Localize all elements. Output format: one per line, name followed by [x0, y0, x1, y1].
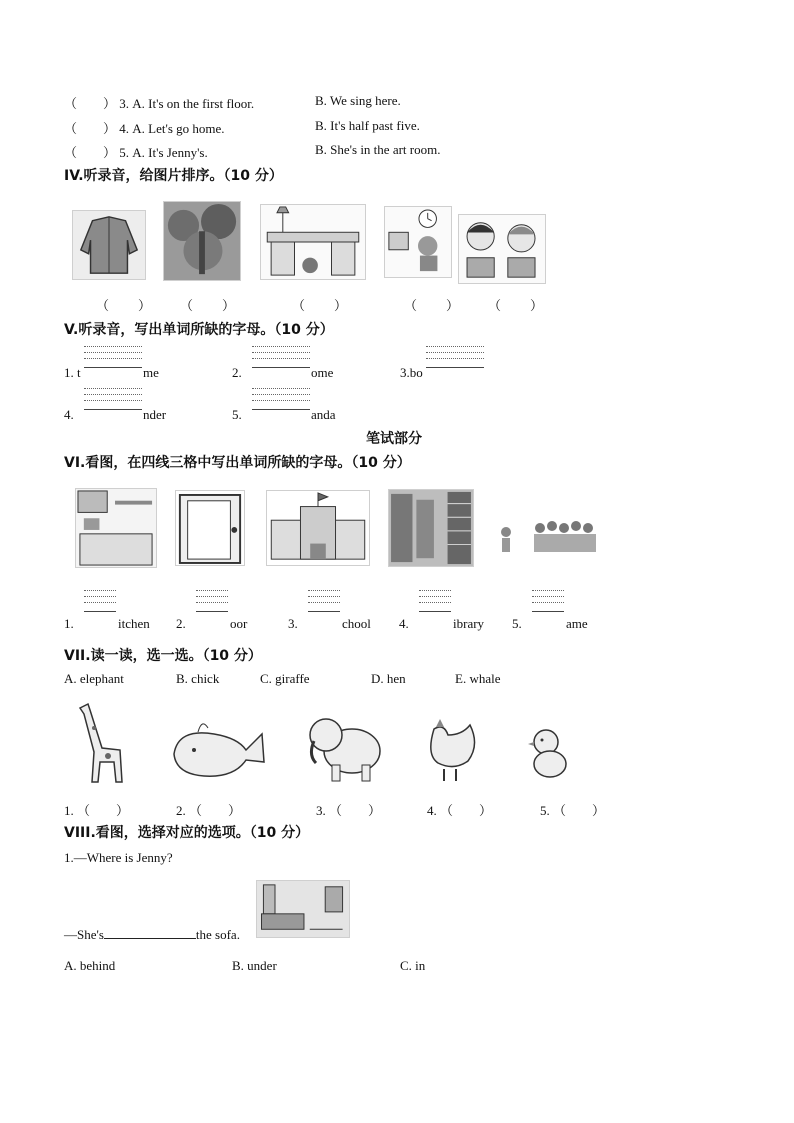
hen-picture — [414, 715, 484, 785]
answer-paren-4[interactable]: （ ） — [404, 298, 461, 313]
four-line-grid-6-4[interactable] — [419, 590, 451, 612]
game-picture — [494, 514, 604, 568]
option-chick: B. chick — [176, 671, 220, 686]
chick-picture — [526, 722, 570, 782]
option-a: It's on the first floor. — [148, 96, 255, 111]
option-in: C. in — [400, 958, 426, 973]
desk-picture — [260, 204, 366, 280]
word-6-2-number: 2. — [176, 616, 186, 631]
living-room-picture — [256, 880, 350, 938]
word-6-2-suffix: oor — [230, 616, 248, 631]
item-3 — [64, 93, 254, 112]
word-6-1-number: 1. — [64, 616, 74, 631]
four-line-grid-4[interactable] — [84, 388, 142, 410]
option-under: B. under — [232, 958, 277, 973]
option-a: It's Jenny's. — [148, 145, 208, 160]
word-6-5-number: 5. — [512, 616, 522, 631]
option-b: B. We sing here. — [315, 93, 401, 108]
word-4-prefix: 4. — [64, 407, 74, 422]
section-5-heading: V.听录音，写出单词所缺的字母。（10 分） — [64, 322, 334, 338]
answer-7-4[interactable]: 4. （ ） — [427, 803, 493, 818]
option-giraffe: C. giraffe — [260, 671, 310, 686]
answer-prefix: —She's — [64, 927, 104, 942]
whale-picture — [168, 714, 268, 784]
section-4-heading: IV.听录音，给图片排序。（10 分） — [64, 168, 283, 184]
answer-sentence — [64, 927, 240, 943]
option-b: B. She's in the art room. — [315, 142, 441, 157]
word-3-prefix: 3.bo — [400, 365, 423, 380]
answer-paren-5[interactable]: （ ） — [488, 298, 545, 313]
word-6-1-suffix: itchen — [118, 616, 150, 631]
answer-paren[interactable]: （ ） — [64, 121, 117, 136]
word-4-suffix: nder — [143, 407, 167, 422]
answer-paren-2[interactable]: （ ） — [180, 298, 237, 313]
giraffe-picture — [72, 698, 130, 784]
four-line-grid-5[interactable] — [252, 388, 310, 410]
word-2-prefix: 2. — [232, 365, 242, 380]
item-4 — [64, 118, 225, 137]
word-2-suffix: ome — [311, 365, 334, 380]
four-line-grid-6-1[interactable] — [84, 590, 116, 612]
item-number: 3. A. — [119, 96, 145, 111]
four-line-grid-6-2[interactable] — [196, 590, 228, 612]
answer-suffix: the sofa. — [195, 927, 240, 942]
answer-7-5[interactable]: 5. （ ） — [540, 803, 606, 818]
door-picture — [175, 490, 245, 566]
kitchen-picture — [75, 488, 157, 568]
word-6-5-suffix: ame — [566, 616, 588, 631]
section-6-heading: VI.看图，在四线三格中写出单词所缺的字母。（10 分） — [64, 455, 411, 471]
four-line-grid-2[interactable] — [252, 346, 310, 368]
elephant-picture — [304, 705, 386, 785]
four-line-grid-3[interactable] — [426, 346, 484, 368]
word-1-suffix: me — [143, 365, 159, 380]
answer-paren-3[interactable]: （ ） — [292, 298, 349, 313]
clock-teddy-picture — [384, 206, 452, 278]
option-elephant: A. elephant — [64, 671, 124, 686]
answer-7-2[interactable]: 2. （ ） — [176, 803, 242, 818]
coat-picture — [72, 210, 146, 280]
word-5-suffix: anda — [311, 407, 336, 422]
option-b: B. It's half past five. — [315, 118, 420, 133]
answer-paren-1[interactable]: （ ） — [96, 298, 153, 313]
word-6-4-suffix: ibrary — [453, 616, 485, 631]
option-behind: A. behind — [64, 958, 116, 973]
answer-paren[interactable]: （ ） — [64, 96, 117, 111]
four-line-grid-1[interactable] — [84, 346, 142, 368]
item-number: 5. A. — [119, 145, 145, 160]
section-8-heading: VIII.看图，选择对应的选项。（10 分） — [64, 825, 310, 841]
four-line-grid-6-5[interactable] — [532, 590, 564, 612]
section-7-heading: VII.读一读，选一选。（10 分） — [64, 648, 262, 664]
word-6-3-number: 3. — [288, 616, 298, 631]
word-6-4-number: 4. — [399, 616, 409, 631]
answer-7-3[interactable]: 3. （ ） — [316, 803, 382, 818]
answer-paren[interactable]: （ ） — [64, 145, 117, 160]
word-1-prefix: 1. t — [64, 365, 81, 380]
answer-7-1[interactable]: 1. （ ） — [64, 803, 130, 818]
question-8-1: 1.—Where is Jenny? — [64, 850, 173, 865]
four-line-grid-6-3[interactable] — [308, 590, 340, 612]
word-5-prefix: 5. — [232, 407, 242, 422]
children-reading-picture — [458, 214, 546, 284]
word-6-3-suffix: chool — [342, 616, 371, 631]
option-a: Let's go home. — [148, 121, 225, 136]
forest-picture — [163, 201, 241, 281]
option-whale: E. whale — [455, 671, 501, 686]
school-picture — [266, 490, 370, 566]
library-picture — [388, 489, 474, 567]
answer-blank[interactable] — [104, 927, 196, 939]
written-part-title: 笔试部分 — [366, 431, 422, 447]
option-hen: D. hen — [371, 671, 406, 686]
item-5 — [64, 142, 208, 161]
item-number: 4. A. — [119, 121, 145, 136]
